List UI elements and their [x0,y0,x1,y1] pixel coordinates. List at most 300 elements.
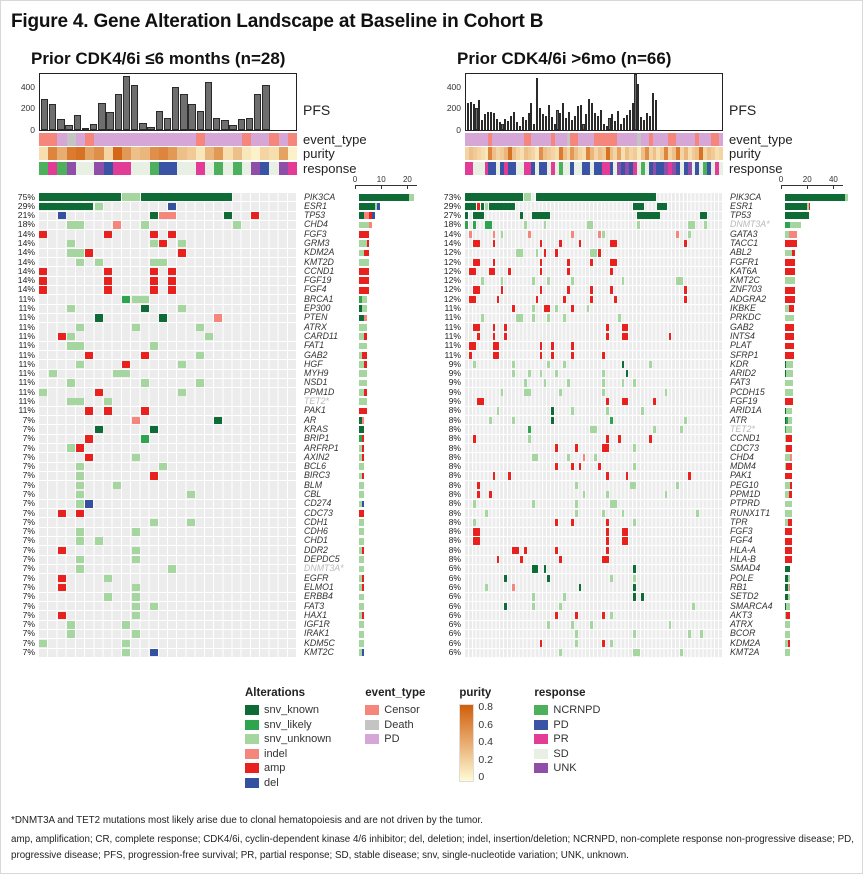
gene-alteration-cells [465,277,723,285]
legend-item-indel [245,748,331,760]
gene-row [431,230,857,239]
gene-percent-label: 11% [18,349,35,360]
purity-track [39,147,297,160]
gene-row [5,406,431,415]
gene-row [5,304,431,313]
alteration-mark [141,379,149,386]
alteration-mark [610,240,617,247]
gene-count-bar [785,408,857,415]
gene-name-label: TACC1 [730,237,759,248]
gene-row [5,360,431,369]
response-cell [233,162,242,175]
gene-row [5,258,431,267]
gene-count-bar [359,566,431,573]
alteration-mark [571,407,574,414]
alteration-mark [528,426,531,433]
gene-name-label: ARID2 [730,368,756,379]
gene-row [431,285,857,294]
gene-name-label: KMT2C [730,275,760,286]
pfs-bar [504,119,506,130]
alteration-mark [67,221,84,228]
gene-row [431,332,857,341]
panel-title: Prior CDK4/6i ≤6 months (n=28) [31,49,286,68]
gene-alteration-cells [465,546,723,554]
response-cell [269,162,278,175]
alteration-mark [67,630,75,637]
gene-row [5,220,431,229]
gene-count-bar [359,445,431,452]
legend-item-pd [534,719,600,731]
pfs-bar [106,112,113,130]
gene-count-bar [785,194,857,201]
gene-name-label: ERBB4 [304,591,333,602]
gene-count-bar [785,566,857,573]
gene-name-label: PEG10 [730,479,759,490]
event-type-cell [196,133,205,146]
alteration-mark [150,519,158,526]
legend-swatch [534,720,548,730]
gene-count-bar [785,603,857,610]
gene-count-bar [359,556,431,563]
alteration-mark [512,417,515,424]
pfs-bar [571,120,573,130]
panels-wrapper [1,49,862,657]
alteration-mark [58,612,66,619]
alteration-mark [598,463,601,470]
alteration-mark [571,352,574,359]
gene-count-bar [359,482,431,489]
legend-item-label: indel [264,747,288,760]
alteration-mark [567,259,570,266]
event-type-track [39,133,297,146]
gene-alteration-cells [39,202,297,210]
gene-row [5,564,431,573]
gene-percent-label: 7% [22,526,35,537]
count-bar-segment-a [792,250,796,257]
gene-count-bar [359,584,431,591]
alteration-mark [598,249,601,256]
count-bar-segment-i [789,231,797,238]
alteration-mark [567,286,570,293]
pfs-axis-tick-label: 400 [446,81,461,92]
alteration-mark [614,296,617,303]
gene-alteration-cells [465,574,723,582]
alteration-mark [540,268,543,275]
pfs-bar [496,119,498,130]
pfs-bar [131,85,138,130]
count-bar-segment-u [359,640,364,647]
gene-name-label: HGF [304,358,323,369]
gene-alteration-cells [465,212,723,220]
gene-name-label: HLA-B [730,554,756,565]
gene-row [5,629,431,638]
alteration-mark [571,305,574,312]
gene-alteration-cells [465,528,723,536]
event-type-track-row [431,131,857,146]
alteration-mark [150,286,158,293]
alteration-mark [676,277,683,284]
gene-alteration-cells [465,425,723,433]
pfs-axis-tick-label: 0 [30,125,35,135]
gene-alteration-cells [39,397,297,405]
oncoprint-grid [5,193,431,658]
alteration-mark [536,249,539,256]
alteration-mark [187,519,195,526]
gene-row [431,378,857,387]
legend-item-label: UNK [553,762,577,775]
response-track [465,162,723,175]
gene-percent-label: 6% [448,591,461,602]
event-type-cell [214,133,223,146]
count-bar-segment-a [789,305,794,312]
pfs-bar [643,120,645,130]
legend-item-label: PD [553,718,569,731]
pfs-bar [115,94,122,130]
alteration-mark [657,203,668,210]
alteration-mark [473,259,480,266]
purity-cell [48,147,57,160]
alteration-mark [512,584,515,591]
gene-count-bar [785,510,857,517]
purity-cell [205,147,214,160]
count-axis-tick-label: 20 [802,174,812,184]
response-cell [104,162,113,175]
gene-row [5,388,431,397]
gene-percent-label: 11% [18,396,35,407]
gene-row [5,555,431,564]
gene-count-bar [359,380,431,387]
gene-name-label: AR [304,414,317,425]
gene-count-bar [785,631,857,638]
legend-bar [245,687,862,791]
gene-name-label: KDR [730,358,749,369]
panel-cdk46i-le6mo [5,49,431,657]
event-type-cell [242,133,251,146]
gene-name-label: SFRP1 [730,349,759,360]
gene-alteration-cells [39,305,297,313]
event-type-cell [122,133,131,146]
gene-percent-label: 14% [443,237,461,248]
gene-alteration-cells [39,583,297,591]
gene-percent-label: 8% [448,507,461,518]
alteration-mark [493,240,496,247]
gene-count-bar [359,343,431,350]
pfs-bar [98,103,105,130]
gene-count-bar [359,417,431,424]
alteration-mark [669,621,672,628]
alteration-mark [473,537,480,544]
alteration-mark [540,370,543,377]
gene-percent-label: 7% [22,563,35,574]
alteration-mark [233,221,241,228]
response-cell [150,162,159,175]
gene-alteration-cells [465,630,723,638]
gene-percent-label: 29% [443,200,461,211]
gene-count-bar [359,603,431,610]
alteration-mark [555,370,558,377]
count-bar-segment-u [785,277,795,284]
alteration-mark [122,621,130,628]
pfs-bar [238,119,245,130]
gene-alteration-cells [39,518,297,526]
gene-name-label: PAK1 [730,470,752,481]
alteration-mark [501,389,504,396]
pfs-bar [164,118,171,130]
gene-percent-label: 11% [18,377,35,388]
gene-count-bar [785,296,857,303]
alteration-mark [497,556,500,563]
alteration-mark [544,379,547,386]
pfs-bar [229,125,236,130]
gene-alteration-cells [465,500,723,508]
gene-percent-label: 11% [18,321,35,332]
gene-alteration-cells [465,435,723,443]
pfs-bar [614,121,616,130]
count-bar-segment-i [789,584,790,591]
legend-item-label: Censor [384,704,420,717]
gene-count-bar [785,333,857,340]
alteration-mark [58,547,66,554]
legend-item-label: snv_unknown [264,733,332,746]
gene-name-label: IGF1R [304,619,330,630]
alteration-mark [150,426,158,433]
alteration-mark [76,482,84,489]
purity-cell [177,147,186,160]
event-type-cell [205,133,214,146]
gene-count-bar [785,315,857,322]
count-axis-row [5,175,431,192]
pfs-bar [262,85,269,130]
legend-item-amp [245,762,331,774]
legend-response [534,687,600,791]
count-bar-segment-u [785,510,792,517]
count-bar-segment-a [785,259,795,266]
pfs-bar [82,128,89,130]
alteration-mark [633,379,636,386]
count-bar-segment-u [359,463,364,470]
gene-row [431,425,857,434]
alteration-mark [665,491,668,498]
pfs-bar [582,124,584,130]
gene-count-bar [785,594,857,601]
gene-alteration-cells [39,258,297,266]
alteration-mark [469,296,476,303]
footnotes [11,815,852,862]
alteration-mark [551,417,554,424]
gene-percent-label: 11% [18,312,35,323]
pfs-bar [626,115,628,130]
gene-percent-label: 11% [18,358,35,369]
alteration-mark [497,296,500,303]
gene-alteration-cells [465,583,723,591]
alteration-mark [555,519,558,526]
gene-alteration-cells [39,463,297,471]
gene-name-label: KMT2C [304,647,334,658]
gene-count-bar [785,649,857,656]
event-type-cell [260,133,269,146]
pfs-bar [649,116,651,130]
purity-cell [260,147,269,160]
pfs-bar [623,118,625,130]
pfs-bar [65,125,72,130]
gene-percent-label: 6% [448,581,461,592]
gene-alteration-cells [465,351,723,359]
response-cell [196,162,205,175]
count-bar-segment-a [362,547,365,554]
alteration-mark [688,221,695,228]
gene-row [431,462,857,471]
legend-swatch [365,720,379,730]
gene-name-label: ABL2 [730,247,752,258]
gene-percent-label: 75% [17,191,35,202]
purity-track [465,147,723,160]
alteration-mark [700,630,703,637]
alteration-mark [159,463,167,470]
count-bar-segment-a [785,538,792,545]
alteration-mark [532,603,535,610]
event-type-cell [168,133,177,146]
alteration-mark [555,249,558,256]
legend-item-snv-unknown [245,733,331,745]
alteration-mark [575,482,578,489]
pfs-bar [493,113,495,130]
gene-alteration-cells [465,481,723,489]
alteration-mark [684,296,687,303]
gene-alteration-cells [465,416,723,424]
gene-percent-label: 14% [443,228,461,239]
gene-alteration-cells [465,332,723,340]
count-bar-segment-a [788,519,792,526]
gene-alteration-cells [465,463,723,471]
event-type-cell [140,133,149,146]
count-bar-segment-u [359,324,367,331]
alteration-mark [700,212,707,219]
gene-name-label: BRCA1 [304,293,334,304]
count-bar-segment-a [809,203,810,210]
gene-alteration-cells [39,360,297,368]
pfs-bar [470,102,472,130]
pfs-bar [533,124,535,130]
alteration-mark [567,379,570,386]
legend-swatch [245,720,259,730]
purity-cell [122,147,131,160]
gene-alteration-cells [39,621,297,629]
gene-alteration-cells [465,537,723,545]
alteration-mark [168,203,176,210]
gene-count-bar [785,584,857,591]
gene-alteration-cells [465,305,723,313]
gene-percent-label: 14% [17,256,35,267]
count-bar-segment-d [372,212,375,219]
pfs-bar [522,117,524,130]
gene-row [431,453,857,462]
gene-alteration-cells [39,639,297,647]
gene-percent-label: 8% [448,414,461,425]
gene-row [5,230,431,239]
gene-name-label: BLM [304,479,323,490]
gene-count-bar [359,315,431,322]
count-bar-segment-u [362,305,367,312]
count-bar-segment-a [786,435,791,442]
gene-alteration-cells [465,360,723,368]
count-bar-segment-a [785,473,792,480]
gene-row [431,211,857,220]
gene-row [431,620,857,629]
alteration-mark [76,565,84,572]
gene-name-label: ELMO1 [304,581,334,592]
alteration-mark [544,221,547,228]
alteration-mark [141,193,232,200]
pfs-bar [473,104,475,130]
pfs-bar [507,121,509,130]
event-type-cell [113,133,122,146]
gene-count-bar [359,203,431,210]
alteration-mark [587,221,594,228]
gene-percent-label: 8% [448,516,461,527]
gene-name-label: CHD1 [304,535,328,546]
event-type-cell [159,133,168,146]
event-type-cell [269,133,278,146]
gene-percent-label: 7% [22,414,35,425]
gene-row [5,602,431,611]
gene-count-bar [359,612,431,619]
gene-alteration-cells [39,212,297,220]
gene-row [431,341,857,350]
gene-percent-label: 7% [22,507,35,518]
gene-row [431,434,857,443]
gene-count-bar [785,250,857,257]
alteration-mark [85,500,93,507]
gene-row [431,592,857,601]
alteration-mark [224,212,232,219]
gene-percent-label: 14% [17,228,35,239]
alteration-mark [465,221,468,228]
legend-item-label: PD [384,733,400,746]
alteration-mark [159,212,176,219]
gene-name-label: FGF19 [730,396,758,407]
pfs-bar [539,108,541,130]
count-bar-segment-u [788,417,792,424]
gene-name-label: BRIP1 [304,433,330,444]
response-cell [214,162,223,175]
legend-swatch [534,705,548,715]
purity-cell [113,147,122,160]
alteration-mark [610,640,613,647]
event-type-track-row [5,131,431,146]
alteration-mark [67,333,75,340]
gene-percent-label: 7% [22,423,35,434]
alteration-mark [633,444,636,451]
count-bar-segment-u [788,594,791,601]
alteration-mark [168,231,176,238]
gene-name-label: AXIN2 [304,451,330,462]
gene-percent-label: 8% [448,442,461,453]
response-cell [94,162,103,175]
gene-percent-label: 11% [18,340,35,351]
pfs-bar [156,111,163,130]
count-bar-segment-u [785,631,790,638]
alteration-mark [113,482,121,489]
purity-scale-tick-label: 0.6 [478,718,493,731]
alteration-mark [516,314,523,321]
alteration-mark [141,352,149,359]
alteration-mark [485,510,488,517]
count-bar-segment-a [789,491,792,498]
gene-name-label: ATRX [730,619,753,630]
response-cell [57,162,66,175]
response-cell [67,162,76,175]
alteration-mark [132,593,140,600]
